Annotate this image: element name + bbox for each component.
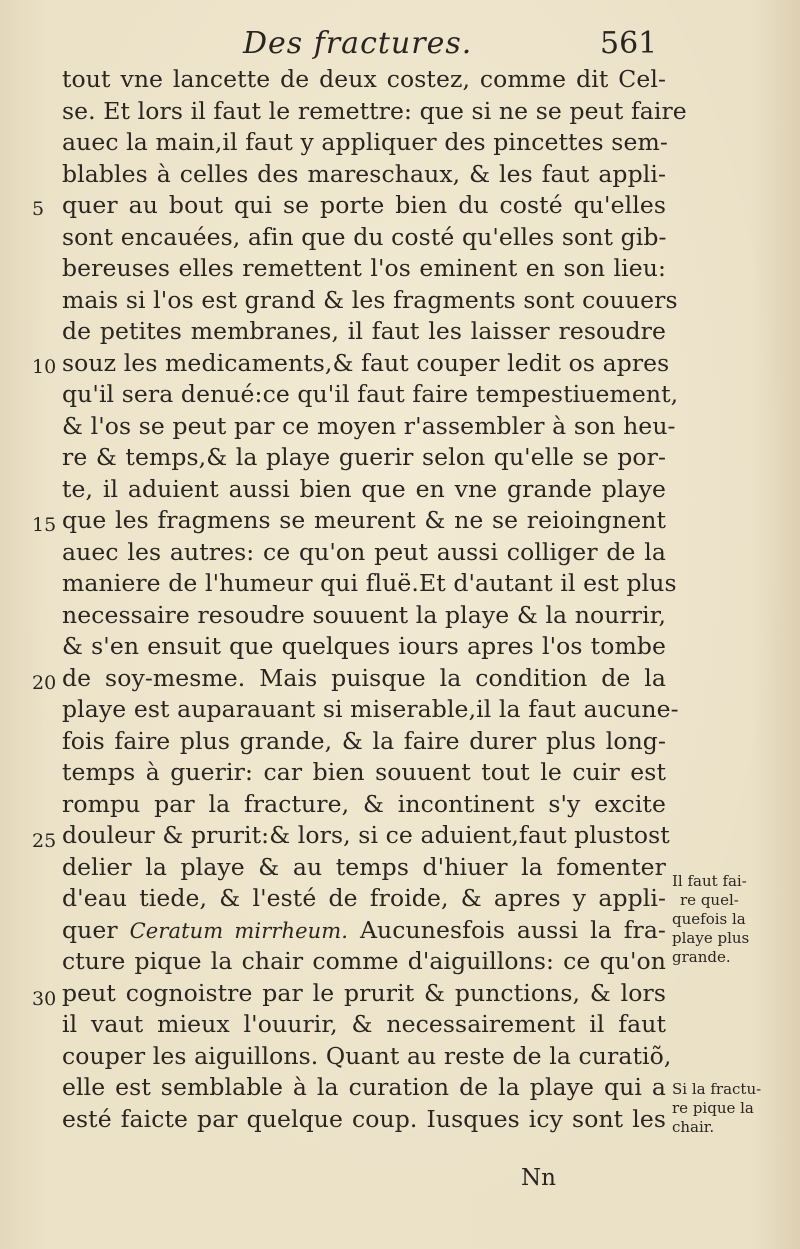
body-text <box>62 64 687 1135</box>
margin-note-line: grande. <box>672 948 731 966</box>
text-line: & l'os se peut par ce moyen r'assembler à son heu- <box>62 411 676 440</box>
text-line: sont encauées, afin que du costé qu'elles sont gib- <box>62 222 667 251</box>
text-line: auec les autres: ce qu'on peut aussi colliger de la <box>62 537 666 566</box>
text-line: couper les aiguillons. Quant au reste de la curatiõ, <box>62 1041 672 1070</box>
text-line-with-italic <box>62 915 666 947</box>
margin-note-fracture-pricks <box>672 1080 761 1137</box>
signature-mark: Nn <box>521 1165 556 1191</box>
margin-note-line: chair. <box>672 1118 715 1136</box>
text-line: elle est semblable à la curation de la playe qui a <box>62 1073 666 1101</box>
line-number-30: 30 <box>32 988 57 1010</box>
text-line: auec la main,il faut y appliquer des pincettes sem- <box>62 128 668 156</box>
margin-note-line: playe plus <box>672 929 750 947</box>
text-line: mais si l'os est grand & les fragments sont couuers <box>62 285 678 314</box>
text-line: maniere de l'humeur qui fluë.Et d'autant il est plus <box>62 569 677 597</box>
italic-remedy-name: Ceratum mirrheum. <box>129 918 349 943</box>
text-line: cture pique la chair comme d'aiguillons: ce qu'on <box>62 947 666 975</box>
text-line: bereuses elles remettent l'os eminent en son lieu: <box>62 254 666 282</box>
text-span: Aucunesfois aussi la fra- <box>348 915 666 944</box>
text-line: fois faire plus grande, & la faire durer plus long- <box>62 726 666 755</box>
text-line: souz les medicaments,& faut couper ledit os apres <box>62 348 670 377</box>
text-line: te, il aduient aussi bien que en vne grande playe <box>62 474 666 503</box>
text-line: que les fragmens se meurent & ne se reioingnent <box>62 506 666 534</box>
line-number-5: 5 <box>32 198 45 220</box>
line-number-15: 15 <box>32 514 57 536</box>
text-line: tout vne lancette de deux costez, comme dit Cel- <box>62 65 666 93</box>
text-line: necessaire resoudre souuent la playe & la nourrir, <box>62 600 667 629</box>
running-title: Des fractures. <box>243 26 473 61</box>
text-line: re & temps,& la playe guerir selon qu'elle se por- <box>62 443 666 471</box>
text-line: temps à guerir: car bien souuent tout le cuir est <box>62 758 666 786</box>
text-line: douleur & prurit:& lors, si ce aduient,faut plustost <box>62 821 670 849</box>
text-line: se. Et lors il faut le remettre: que si ne se peut faire <box>62 96 687 125</box>
margin-note-enlarge-wound <box>672 872 749 967</box>
line-number-25: 25 <box>32 830 57 852</box>
text-line: il vaut mieux l'ouurir, & necessairement il faut <box>62 1010 666 1038</box>
line-number-10: 10 <box>32 356 57 378</box>
text-line: de soy-mesme. Mais puisque la condition de la <box>62 663 666 692</box>
text-line: peut cognoistre par le prurit & punctions, & lors <box>62 978 666 1007</box>
page-number: 561 <box>600 26 658 61</box>
text-line: d'eau tiede, & l'esté de froide, & apres y appli- <box>62 884 666 912</box>
text-line: playe est auparauant si miserable,il la faut aucune- <box>62 695 679 723</box>
margin-note-line: Il faut fai- <box>672 872 747 890</box>
text-line: delier la playe & au temps d'hiuer la fomenter <box>62 852 666 881</box>
text-line: esté faicte par quelque coup. Iusques icy sont les <box>62 1104 666 1133</box>
text-line: & s'en ensuit que quelques iours apres l'os tombe <box>62 632 666 660</box>
text-line: qu'il sera denué:ce qu'il faut faire tempestiuement, <box>62 380 679 408</box>
text-line: de petites membranes, il faut les laisser resoudre <box>62 317 666 345</box>
line-number-20: 20 <box>32 672 57 694</box>
text-span: quer <box>62 915 130 944</box>
margin-note-line: re quel- <box>680 891 739 909</box>
text-line: rompu par la fracture, & incontinent s'y excite <box>62 789 666 818</box>
margin-note-line: quefois la <box>672 910 746 928</box>
text-line: blables à celles des mareschaux, & les faut appli- <box>62 159 666 188</box>
margin-note-line: Si la fractu- <box>672 1080 762 1098</box>
text-line: quer au bout qui se porte bien du costé qu'elles <box>62 191 666 219</box>
margin-note-line: re pique la <box>672 1099 754 1117</box>
